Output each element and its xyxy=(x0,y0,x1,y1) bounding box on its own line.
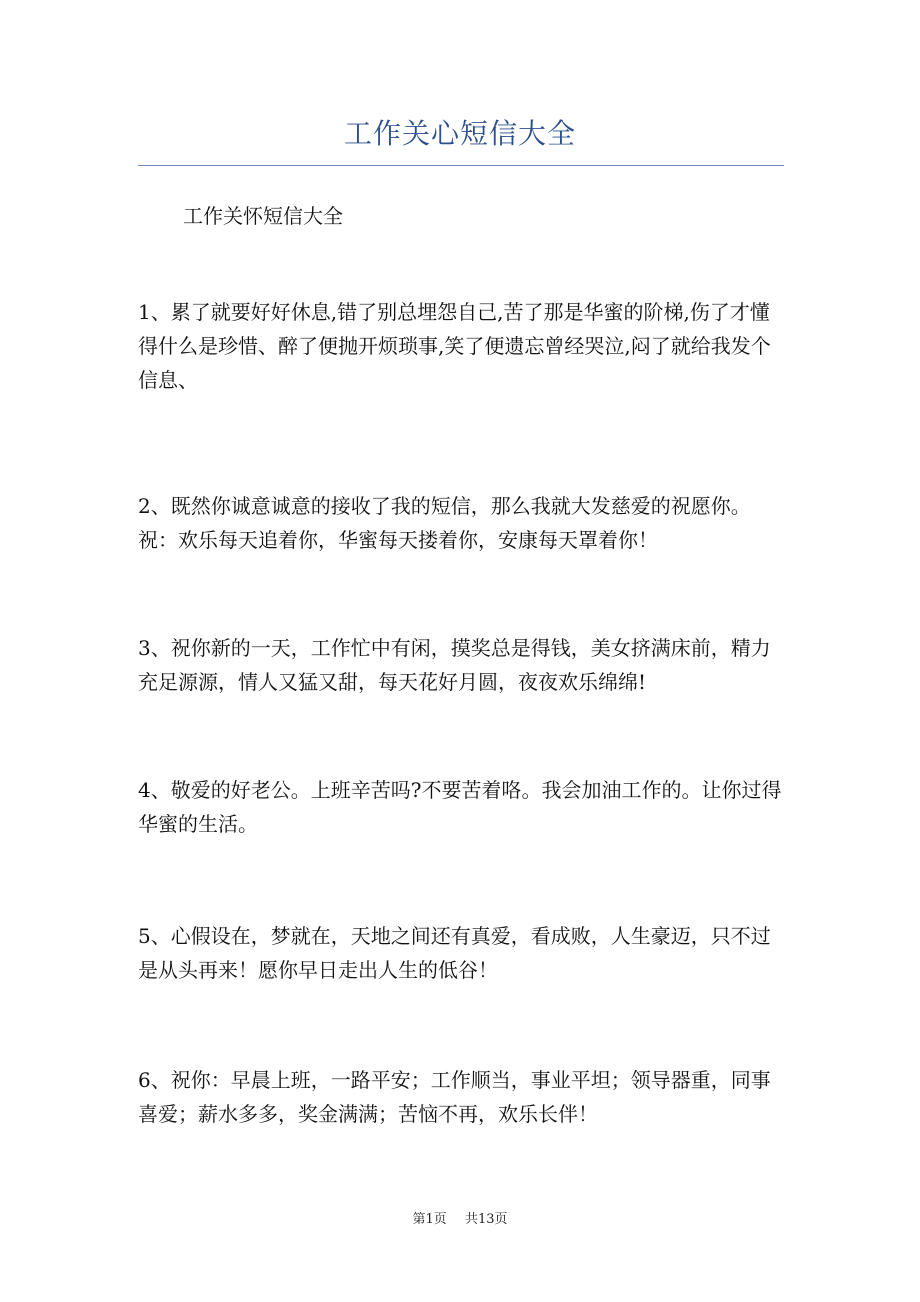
page-footer xyxy=(0,1208,920,1227)
message-paragraph-2: 2、既然你诚意诚意的接收了我的短信，那么我就大发慈爱的祝愿你。祝：欢乐每天追着你，华蜜每天搂着你，安康每天罩着你！ xyxy=(138,494,751,552)
title-divider xyxy=(138,165,784,166)
message-paragraph-3: 3、祝你新的一天，工作忙中有闲，摸奖总是得钱，美女挤满床前，精力充足源源，情人又猛又甜，每天花好月圆，夜夜欢乐绵绵! xyxy=(138,636,771,694)
page-number: 第1页 xyxy=(412,1212,447,1227)
message-paragraph-5: 5、心假设在，梦就在，天地之间还有真爱，看成败，人生豪迈，只不过是从头再来！愿你早日走出人生的低谷！ xyxy=(138,924,771,982)
page-total: 共13页 xyxy=(464,1212,508,1227)
message-paragraph-6: 6、祝你：早晨上班，一路平安；工作顺当，事业平坦；领导器重，同事喜爱；薪水多多，奖金满满；苦恼不再，欢乐长伴！ xyxy=(138,1068,771,1126)
message-paragraph-4: 4、敬爱的好老公。上班辛苦吗?不要苦着咯。我会加油工作的。让你过得华蜜的生活。 xyxy=(138,778,782,836)
page-title: 工作关心短信大全 xyxy=(343,117,576,150)
document-subtitle: 工作关怀短信大全 xyxy=(183,204,343,228)
message-paragraph-1: 1、累了就要好好休息,错了别总埋怨自己,苦了那是华蜜的阶梯,伤了才懂得什么是珍惜、醉了便抛开烦琐事,笑了便遗忘曾经哭泣,闷了就给我发个信息、 xyxy=(138,300,771,392)
